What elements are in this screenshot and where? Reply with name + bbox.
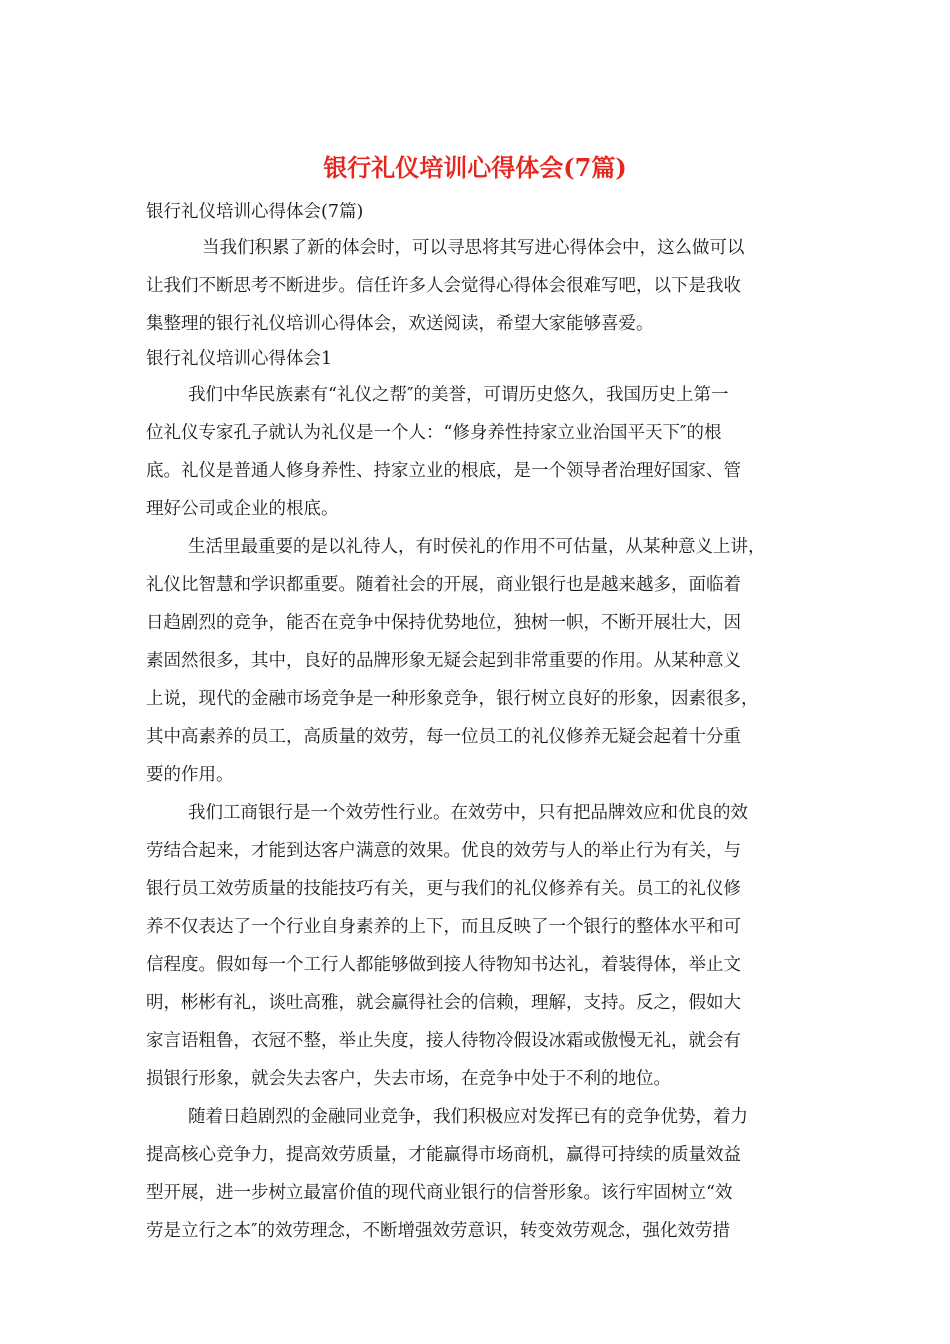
paragraph-line: 劳是立行之本″的效劳理念，不断增强效劳意识，转变效劳观念，强化效劳措 [146,1221,731,1241]
intro-line: 集整理的银行礼仪培训心得体会，欢送阅读，希望大家能够喜爱。 [146,314,654,334]
paragraph-line: 家言语粗鲁，衣冠不整，举止失度，接人待物冷假设冰霜或傲慢无礼，就会有 [146,1031,741,1051]
paragraph-line: 上说，现代的金融市场竞争是一种形象竞争，银行树立良好的形象，因素很多， [146,689,759,709]
paragraph-line: 要的作用。 [146,765,234,785]
section-heading: 银行礼仪培训心得体会1 [146,349,333,369]
paragraph-line: 素固然很多，其中，良好的品牌形象无疑会起到非常重要的作用。从某种意义 [146,651,741,671]
paragraph-line: 型开展，进一步树立最富价值的现代商业银行的信誉形象。该行牢固树立“效 [146,1183,733,1203]
paragraph-line: 提高核心竞争力，提高效劳质量，才能赢得市场商机，赢得可持续的质量效益 [146,1145,741,1165]
paragraph-line: 礼仪比智慧和学识都重要。随着社会的开展，商业银行也是越来越多，面临着 [146,575,741,595]
paragraph-line: 位礼仪专家孔子就认为礼仪是一个人：“修身养性持家立业治国平天下″的根 [146,423,722,443]
paragraph-line: 我们中华民族素有“礼仪之帮″的美誉，可谓历史悠久，我国历史上第一 [188,385,729,405]
intro-paragraph [146,229,818,343]
paragraph-line: 明，彬彬有礼，谈吐高雅，就会赢得社会的信赖，理解，支持。反之，假如大 [146,993,741,1013]
paragraph-line: 日趋剧烈的竞争，能否在竞争中保持优势地位，独树一帜，不断开展壮大，因 [146,613,741,633]
paragraph-line: 信程度。假如每一个工行人都能够做到接人待物知书达礼，着装得体，举止文 [146,955,741,975]
document-subtitle: 银行礼仪培训心得体会(7篇) [146,202,364,222]
document-title: 银行礼仪培训心得体会(7篇) [323,153,627,182]
paragraph-line: 理好公司或企业的根底。 [146,499,339,519]
paragraph-line: 我们工商银行是一个效劳性行业。在效劳中，只有把品牌效应和优良的效 [188,803,748,823]
paragraph-line: 随着日趋剧烈的金融同业竞争，我们积极应对发挥已有的竞争优势，着力 [188,1107,748,1127]
paragraph-line: 劳结合起来，才能到达客户满意的效果。优良的效劳与人的举止行为有关，与 [146,841,741,861]
intro-line: 让我们不断思考不断进步。信任许多人会觉得心得体会很难写吧，以下是我收 [146,276,741,296]
paragraph-line: 底。礼仪是普通人修身养性、持家立业的根底，是一个领导者治理好国家、管 [146,461,741,481]
paragraph-line: 损银行形象，就会失去客户，失去市场，在竞争中处于不利的地位。 [146,1069,671,1089]
paragraph-line: 银行员工效劳质量的技能技巧有关，更与我们的礼仪修养有关。员工的礼仪修 [146,879,741,899]
paragraph-line: 生活里最重要的是以礼待人，有时侯礼的作用不可估量，从某种意义上讲， [188,537,766,557]
paragraph-1 [146,376,818,528]
intro-line: 当我们积累了新的体会时，可以寻思将其写进心得体会中，这么做可以 [202,238,745,258]
paragraph-3 [146,794,818,1098]
paragraph-line: 养不仅表达了一个行业自身素养的上下，而且反映了一个银行的整体水平和可 [146,917,741,937]
paragraph-4 [146,1098,818,1250]
paragraph-line: 其中高素养的员工，高质量的效劳，每一位员工的礼仪修养无疑会起着十分重 [146,727,741,747]
document-body [146,196,818,1250]
paragraph-2 [146,528,818,794]
